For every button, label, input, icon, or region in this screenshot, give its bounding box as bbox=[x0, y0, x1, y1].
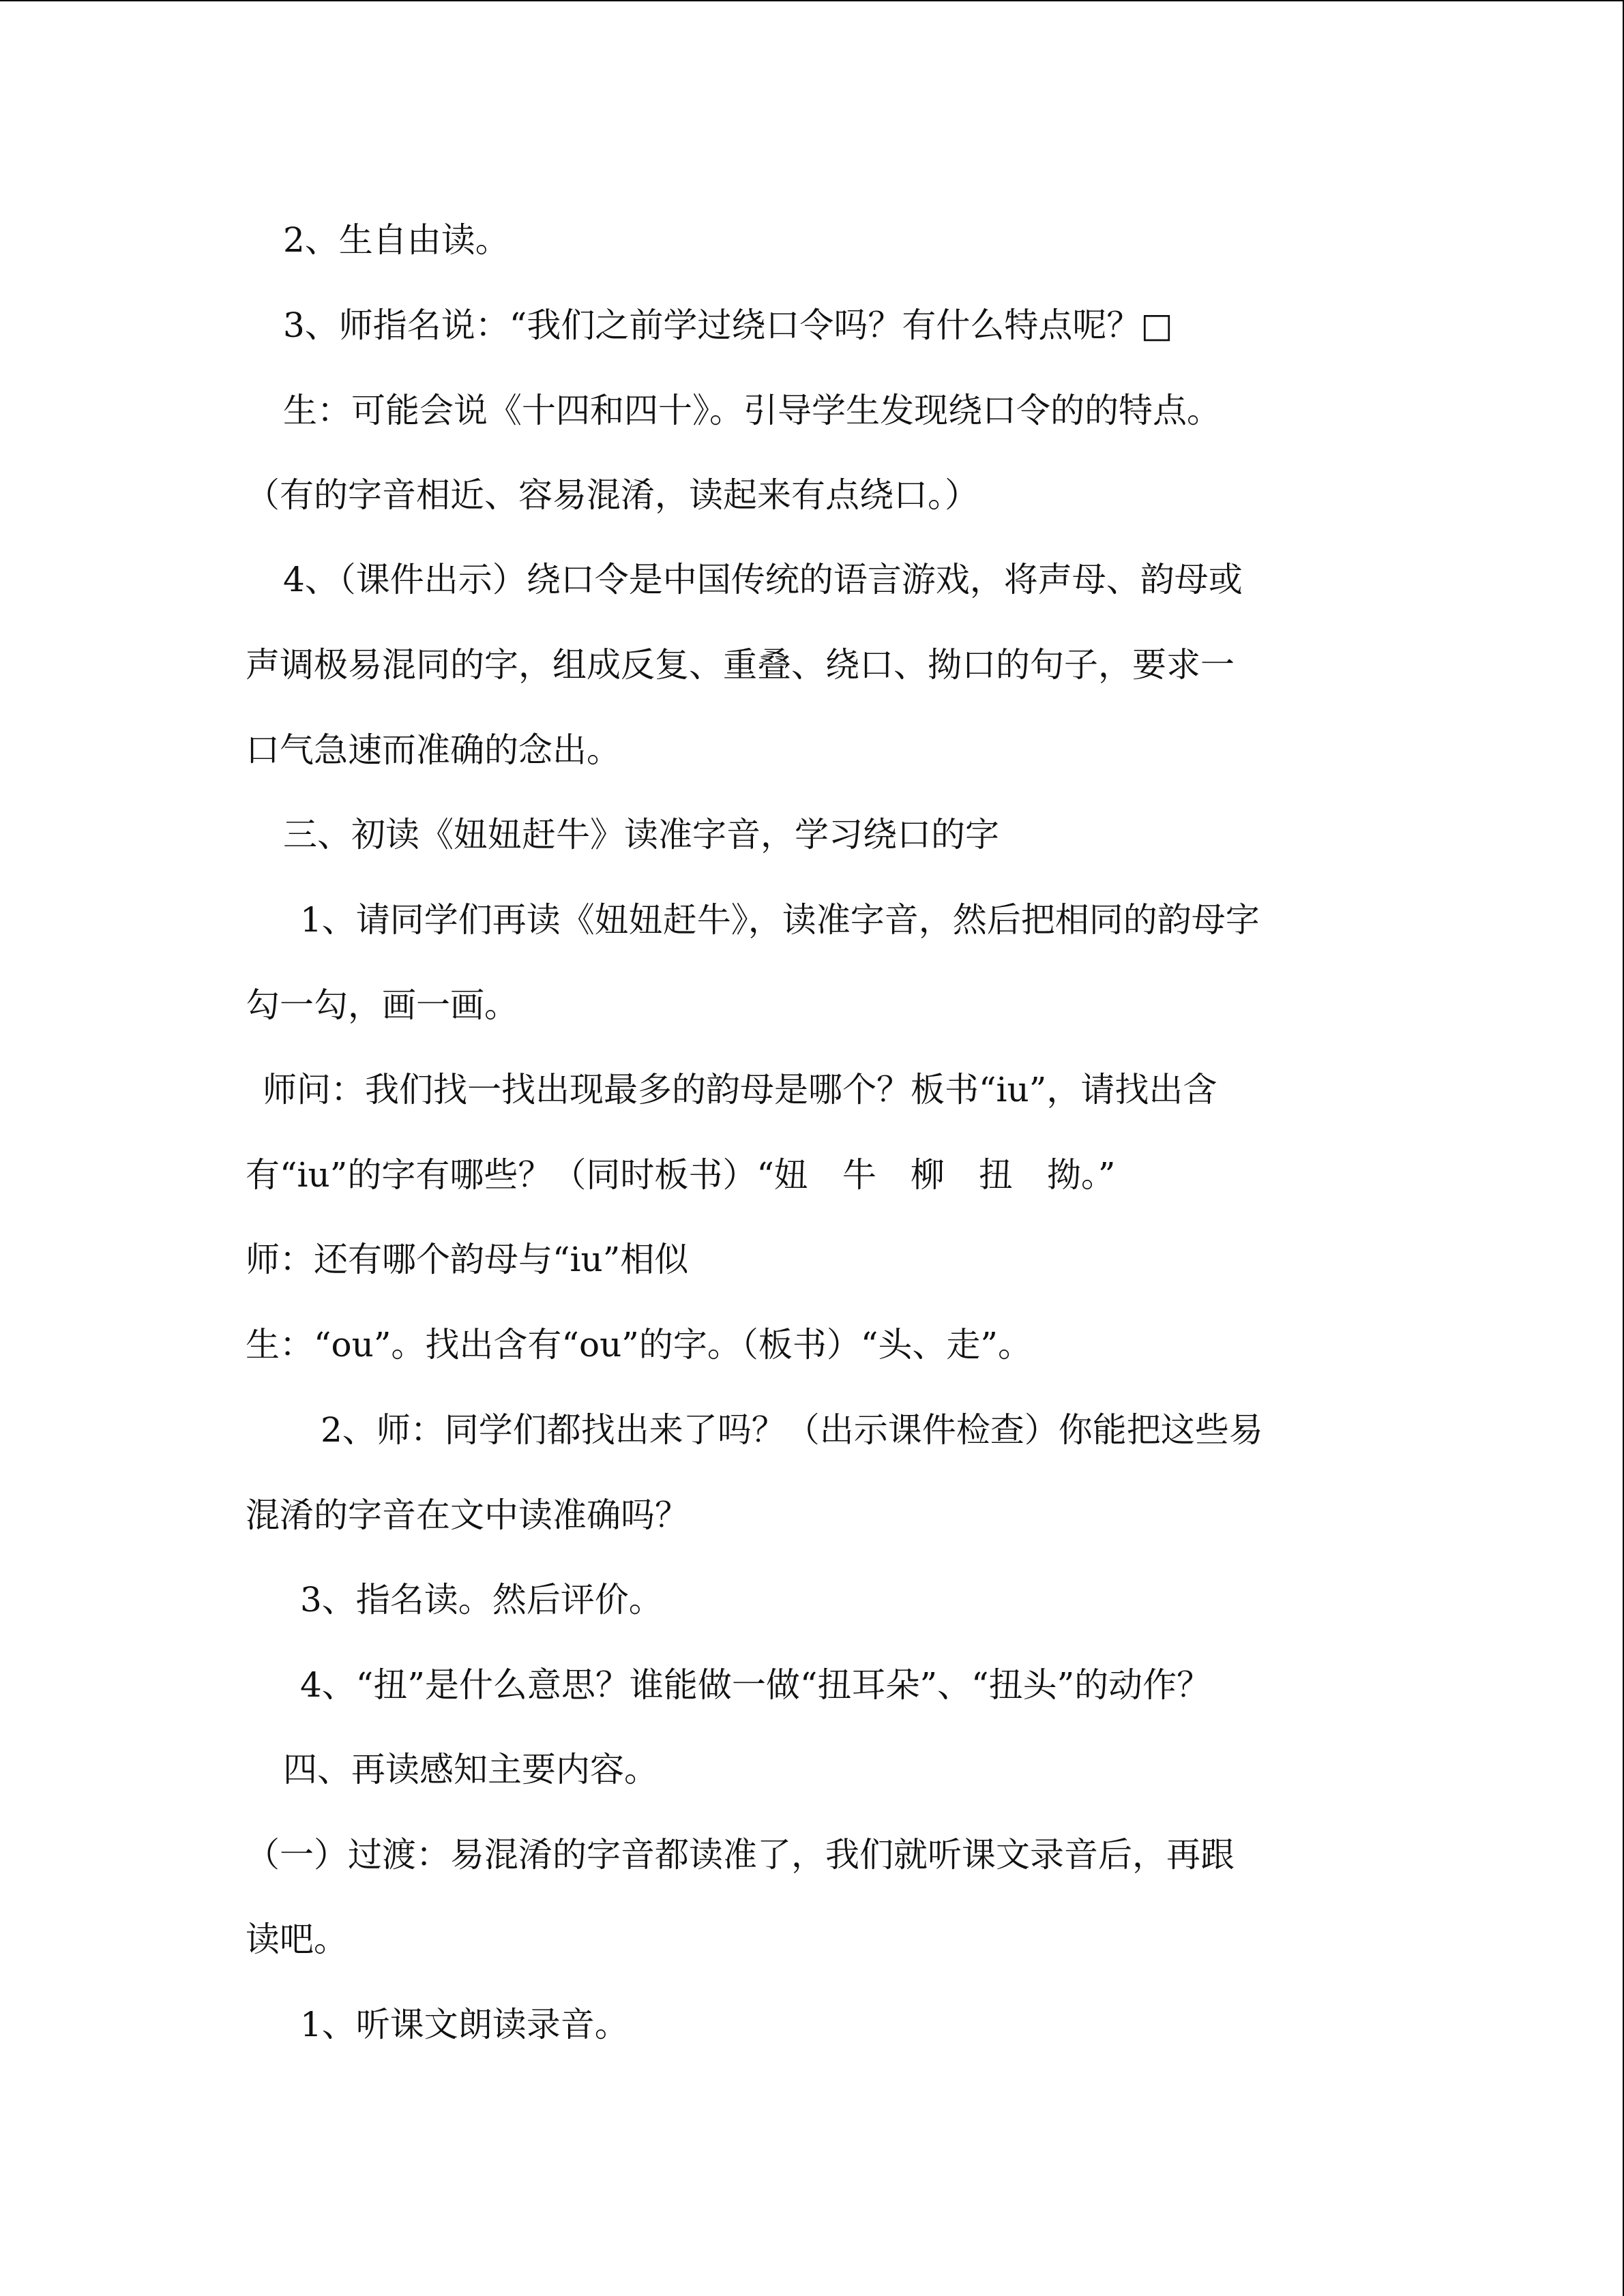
text-line: 读吧。 bbox=[246, 1920, 348, 1959]
text-line: 师：还有哪个韵母与“iu”相似 bbox=[246, 1240, 689, 1279]
text-line: （一）过渡：易混淆的字音都读准了，我们就听课文录音后，再跟 bbox=[246, 1835, 1235, 1875]
text-line: 师问：我们找一找出现最多的韵母是哪个？板书“iu”，请找出含 bbox=[263, 1070, 1217, 1109]
text-line: 声调极易混同的字，组成反复、重叠、绕口、拗口的句子，要求一 bbox=[246, 645, 1235, 685]
text-line: 口气急速而准确的念出。 bbox=[246, 730, 621, 770]
text-line: 1、听课文朗读录音。 bbox=[300, 2005, 629, 2044]
section-heading: 三、初读《妞妞赶牛》读准字音，学习绕口的字 bbox=[283, 815, 999, 854]
text-line: （有的字音相近、容易混淆，读起来有点绕口。） bbox=[246, 475, 979, 515]
text-line: 生：“ou”。找出含有“ou”的字。（板书）“头、走”。 bbox=[246, 1325, 1032, 1365]
text-line: 3、指名读。然后评价。 bbox=[300, 1580, 663, 1620]
text-line: 1、请同学们再读《妞妞赶牛》，读准字音，然后把相同的韵母字 bbox=[300, 900, 1260, 940]
text-line: 3、师指名说：“我们之前学过绕口令吗？有什么特点呢？□ bbox=[283, 305, 1173, 345]
text-line: 2、生自由读。 bbox=[283, 220, 510, 260]
text-line: 有“iu”的字有哪些？（同时板书）“妞 牛 柳 扭 拗。” bbox=[246, 1155, 1116, 1195]
text-line: 混淆的字音在文中读准确吗？ bbox=[246, 1495, 689, 1535]
text-line: 勾一勾，画一画。 bbox=[246, 985, 518, 1025]
text-line: 4、（课件出示）绕口令是中国传统的语言游戏，将声母、韵母或 bbox=[283, 560, 1243, 599]
text-line: 2、师：同学们都找出来了吗？（出示课件检查）你能把这些易 bbox=[321, 1410, 1263, 1450]
text-line: 4、“扭”是什么意思？谁能做一做“扭耳朵”、“扭头”的动作？ bbox=[300, 1665, 1211, 1705]
section-heading: 四、再读感知主要内容。 bbox=[283, 1750, 658, 1789]
text-line: 生：可能会说《十四和四十》。引导学生发现绕口令的的特点。 bbox=[283, 391, 1221, 430]
